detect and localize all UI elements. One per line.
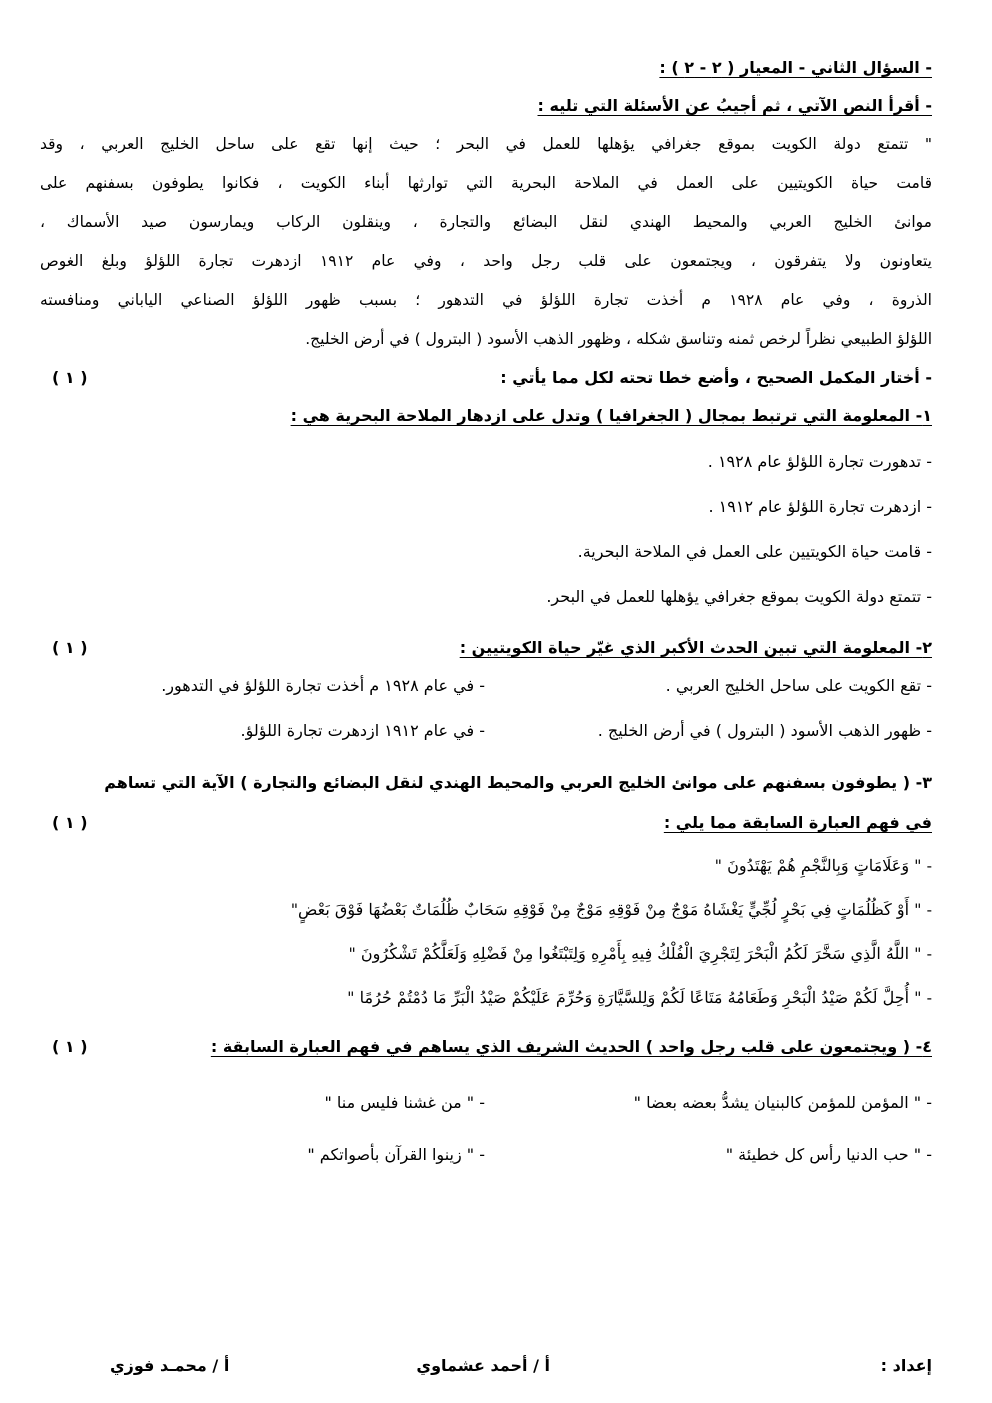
q3-option[interactable]: - " اللَّهُ الَّذِي سَخَّرَ لَكُمُ الْبَحْرَ لِتَجْرِيَ الْفُلْكُ فِيهِ بِأَمْرِهِ وَلِتَبْتَغُوا مِنْ فَضْلِهِ وَلَعَلَّكُمْ تَشْكُرُونَ " <box>348 944 932 963</box>
q4-option[interactable]: - " حب الدنيا رأس كل خطيئة " <box>725 1145 932 1164</box>
q2-option[interactable]: - في عام ١٩٢٨ م أخذت تجارة اللؤلؤ في التدهور. <box>161 676 485 695</box>
passage-line: موانئ الخليج العربي والمحيط الهندي لنقل البضائع والتجارة ، وينقلون الركاب ويمارسون صيد الأسماك ، <box>40 213 932 231</box>
q4-title: ٤- ( ويجتمعون على قلب رجل واحد ) الحديث الشريف الذي يساهم في فهم العبارة السابقة : <box>210 1037 932 1056</box>
score-mark: ( ١ ) <box>52 1037 88 1056</box>
author-name: أ / أحمد عشماوي <box>416 1356 550 1375</box>
q1-option[interactable]: - ازدهرت تجارة اللؤلؤ عام ١٩١٢ . <box>708 497 932 516</box>
q4-options-row <box>40 1143 932 1167</box>
q4-option[interactable]: - " المؤمن للمؤمن كالبنيان يشدُّ بعضه بعضا " <box>633 1093 932 1112</box>
question-title: - السؤال الثاني - المعيار ( ٢ - ٢ ) : <box>659 58 932 77</box>
q1-title: ١- المعلومة التي ترتبط بمجال ( الجغرافيا ) وتدل على ازدهار الملاحة البحرية هي : <box>290 406 932 425</box>
q2-title-row <box>40 636 932 660</box>
q3-title-b: في فهم العبارة السابقة مما يلي : <box>663 813 932 832</box>
q2-option[interactable]: - تقع الكويت على ساحل الخليج العربي . <box>665 676 932 695</box>
prepared-by-label: إعداد : <box>880 1356 932 1375</box>
passage-line: " تتمتع دولة الكويت بموقع جغرافي يؤهلها للعمل في البحر ؛ حيث إنها تقع على ساحل الخليج العربي ، وقد <box>40 135 932 153</box>
passage-line: يتعاونون ولا يتفرقون ، ويجتمعون على قلب رجل واحد ، وفي عام ١٩١٢ ازدهرت تجارة اللؤلؤ وبلغ الغوص <box>40 252 932 270</box>
q2-options-row <box>40 719 932 743</box>
q2-option[interactable]: - ظهور الذهب الأسود ( البترول ) في أرض الخليج . <box>597 721 932 740</box>
choose-instruction-text: - أختار المكمل الصحيح ، وأضع خطا تحته لكل مما يأتي : <box>500 368 932 387</box>
reading-passage <box>40 132 932 351</box>
q3-option[interactable]: - " وَعَلَامَاتٍ وَبِالنَّجْمِ هُمْ يَهْتَدُونَ " <box>714 856 932 875</box>
score-mark: ( ١ ) <box>52 368 88 387</box>
q2-options-row <box>40 674 932 698</box>
passage-line: اللؤلؤ الطبيعي نظراً لرخص ثمنه وتناسق شكله ، وظهور الذهب الأسود ( البترول ) في أرض الخليج. <box>305 330 932 348</box>
q2-option[interactable]: - في عام ١٩١٢ ازدهرت تجارة اللؤلؤ. <box>240 721 485 740</box>
score-mark: ( ١ ) <box>52 638 88 657</box>
author-name: أ / محمـد فوزي <box>110 1356 230 1375</box>
passage-line: قامت حياة الكويتيين على العمل في الملاحة البحرية التي توارثها أبناء الكويت ، فكانوا يطوفون بسفنهم على <box>40 174 932 192</box>
q1-option[interactable]: - تدهورت تجارة اللؤلؤ عام ١٩٢٨ . <box>707 452 932 471</box>
q3-title-a <box>40 771 932 795</box>
q3-option[interactable]: - " أَوْ كَظُلُمَاتٍ فِي بَحْرٍ لُجِّيٍّ يَغْشَاهُ مَوْجٌ مِنْ فَوْقِهِ مَوْجٌ مِنْ فَوْقِهِ سَحَابٌ ظُلُمَاتٌ بَعْضُهَا فَوْقَ بَعْضٍ" <box>290 900 932 919</box>
q4-title-row <box>40 1035 932 1059</box>
q4-option[interactable]: - " من غشنا فليس منا " <box>324 1093 485 1112</box>
q3-title-b-row <box>40 811 932 835</box>
score-mark: ( ١ ) <box>52 813 88 832</box>
q3-title-a-text: ٣- ( يطوفون بسفنهم على موانئ الخليج العربي والمحيط الهندي لنقل البضائع والتجارة ) الآية التي تساهم <box>104 773 932 792</box>
q4-options-row <box>40 1091 932 1115</box>
q1-option[interactable]: - تتمتع دولة الكويت بموقع جغرافي يؤهلها للعمل في البحر. <box>546 587 932 606</box>
q2-title: ٢- المعلومة التي تبين الحدث الأكبر الذي غيّر حياة الكويتيين : <box>459 638 932 657</box>
worksheet <box>40 56 932 1188</box>
reading-instruction: - أقرأ النص الآتي ، ثم أجيبُ عن الأسئلة التي تليه : <box>537 96 932 115</box>
q1-option[interactable]: - قامت حياة الكويتيين على العمل في الملاحة البحرية. <box>577 542 932 561</box>
q3-option[interactable]: - " أُحِلَّ لَكُمْ صَيْدُ الْبَحْرِ وَطَعَامُهُ مَتَاعًا لَكُمْ وَلِلسَّيَّارَةِ وَحُرِّمَ عَلَيْكُمْ صَيْدُ الْبَرِّ مَا دُمْتُمْ حُرُمًا " <box>347 988 932 1007</box>
choose-instruction <box>40 366 932 390</box>
q4-option[interactable]: - " زينوا القرآن بأصواتكم " <box>307 1145 485 1164</box>
passage-line: الذروة ، وفي عام ١٩٢٨ م أخذت تجارة اللؤلؤ في التدهور ؛ بسبب ظهور اللؤلؤ الصناعي الياباني ومنافسته <box>40 291 932 309</box>
